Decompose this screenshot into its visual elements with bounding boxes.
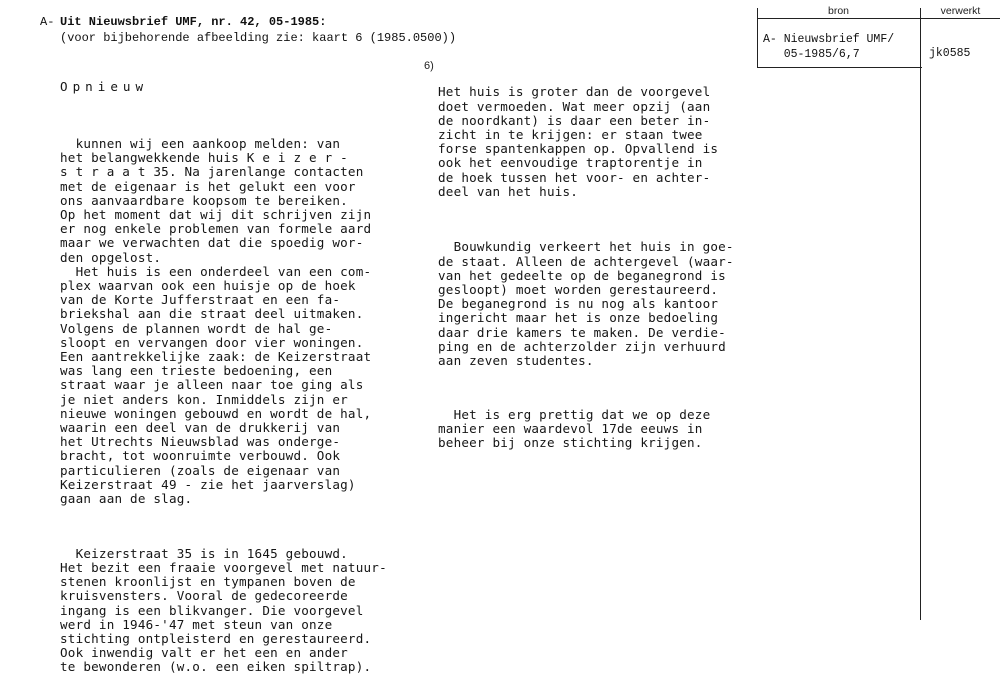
page-marker: 6) — [424, 60, 434, 72]
box-header-divider — [757, 18, 1000, 19]
verwerkt-value: jk0585 — [929, 47, 971, 60]
source-line: Uit Nieuwsbrief UMF, nr. 42, 05-1985: — [60, 15, 327, 29]
source-prefix: A- — [40, 15, 55, 29]
bron-value: A- Nieuwsbrief UMF/ 05-1985/6,7 — [763, 33, 895, 61]
left-column — [60, 52, 387, 698]
left-paragraph-2: Keizerstraat 35 is in 1645 gebouwd. Het bezit een fraaie voorgevel met natuur- stenen kroonlijst en tympanen boven de kruisvensters. Vooral de gedecoreerde ingang is een blikvanger. Die voorgevel werd in 1946-'47 met steun van onze stichting ontpleisterd en gerestaureerd. Ook inwendig valt er het een en ander te bewonderen (w.o. een eiken spiltrap). — [60, 545, 387, 675]
box-bottom-border — [757, 67, 922, 68]
left-paragraph-1: kunnen wij een aankoop melden: van het belangwekkende huis K e i z e r - s t r a a t 35. Na jarenlange contacten met de eigenaar is het gelukt een voor ons aanvaardbare koopsom te bereiken. Op het moment dat wij dit schrijven zijn er nog enkele problemen van formele aard maar we verwachten dat die spoedig wor- den opgelost. Het huis is een onderdeel van een com- plex waarvan ook een huisje op de hoek van de Korte Jufferstraat en een fa- briekshal aan die straat deel uitmaken. Volgens de plannen wordt de hal ge- sloopt en vervangen door vier woningen. Een aantrekkelijke zaak: de Keizerstraat was lang een trieste bedoening, een straat waar je alleen naar toe ging als je niet anders kon. Inmiddels zijn er nieuwe woningen gebouwd en wordt de hal, waarin een deel van de drukkerij van het Utrechts Nieuwsblad was onderge- bracht, tot woonruimte verbouwd. Ook particulieren (zoals de eigenaar van Keizerstraat 49 - zie het jaarverslag) gaan aan de slag. — [60, 136, 372, 507]
index-box — [757, 5, 1000, 648]
verwerkt-label: verwerkt — [940, 5, 981, 17]
bron-label: bron — [827, 5, 849, 17]
box-left-border — [757, 8, 758, 68]
right-paragraph-3: Het is erg prettig dat we op deze manier een waardevol 17de eeuws in beheer bij onze stichting krijgen. — [438, 406, 711, 451]
right-column — [438, 57, 734, 473]
box-column-divider — [920, 8, 921, 620]
right-paragraph-1: Het huis is groter dan de voorgevel doet vermoeden. Wat meer opzij (aan de noordkant) is daar een beter in- zicht in te krijgen: er staan twee forse spantenkappen op. Opvallend is ook het eenvoudige traptorentje in de hoek tussen het voor- en achter- deel van het huis. — [438, 84, 719, 199]
right-paragraph-2: Bouwkundig verkeert het huis in goe- de staat. Alleen de achtergevel (waar- van het gedeelte op de beganegrond is gesloopt) moet worden gerestaureerd. De beganegrond is nu nog als kantoor ingericht maar het is onze bedoeling daar drie kamers te maken. De verdie- ping en de achterzolder zijn verhuurd aan zeven studentes. — [438, 239, 734, 369]
reference-line: (voor bijbehorende afbeelding zie: kaart 6 (1985.0500)) — [60, 31, 457, 45]
article-heading: Opnieuw — [60, 79, 149, 95]
